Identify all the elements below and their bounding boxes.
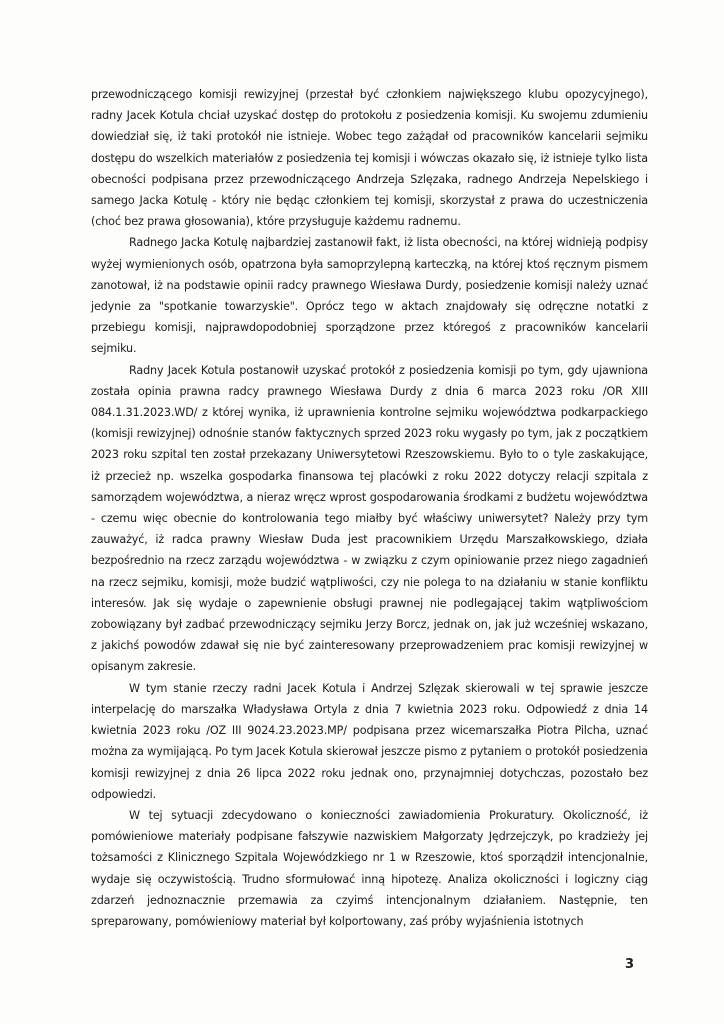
page-number: 3: [625, 957, 635, 972]
paragraph-4: W tym stanie rzeczy radni Jacek Kotula i Andrzej Szlęzak skierowali w tej sprawie jeszcze interpelację do marszałka Władysława Ortyla z dnia 7 kwietnia 2023 roku. Odpowiedź z dnia 14 kwietnia 2023 roku /OZ III 9024.23.2023.MP/ podpisana przez wicemarszałka Piotra Pilcha, uznać można za wymijającą. Po tym Jacek Kotula skierował jeszcze pismo z pytaniem o protokół posiedzenia komisji rewizyjnej z dnia 26 lipca 2022 roku jednak ono, przynajmniej dotychczas, pozostało bez odpowiedzi.: [91, 681, 648, 801]
paragraph-5: W tej sytuacji zdecydowano o konieczności zawiadomienia Prokuratury. Okoliczność, iż pomówieniowe materiały podpisane fałszywie nazwiskiem Małgorzaty Jędrzejczyk, po kradzieży jej tożsamości z Klinicznego Szpitala Wojewódzkiego nr 1 w Rzeszowie, ktoś sporządził intencjonalnie, wydaje się oczywistością. Trudno sformułować inną hipotezę. Analiza okoliczności i logiczny ciąg zdarzeń jednoznacznie przemawia za czyimś intencjonalnym działaniem. Następnie, ten spreparowany, pomówieniowy materiał był kolportowany, zaś próby wyjaśnienia istotnych: [91, 808, 648, 928]
body-text: [91, 84, 648, 932]
paragraph-1: przewodniczącego komisji rewizyjnej (przestał być członkiem największego klubu opozycyjnego), radny Jacek Kotula chciał uzyskać dostęp do protokołu z posiedzenia komisji. Ku swojemu zdumieniu dowiedział się, iż taki protokół nie istnieje. Wobec tego zażądał od pracowników kancelarii sejmiku dostępu do wszelkich materiałów z posiedzenia tej komisji i wówczas okazało się, iż istnieje tylko lista obecności podpisana przez przewodniczącego Andrzeja Szlęzaka, radnego Andrzeja Nepelskiego i samego Jacka Kotulę - który nie będąc członkiem tej komisji, skorzystał z prawa do uczestniczenia (choć bez prawa głosowania), które przysługuje każdemu radnemu.: [91, 88, 648, 229]
paragraph-2: Radnego Jacka Kotulę najbardziej zastanowił fakt, iż lista obecności, na której widnieją podpisy wyżej wymienionych osób, opatrzona była samoprzylepną karteczką, na której ktoś ręcznym pismem zanotował, iż na podstawie opinii radcy prawnego Wiesława Durdy, posiedzenie komisji należy uznać jedynie za "spotkanie towarzyskie". Oprócz tego w aktach znajdowały się odręczne notatki z przebiegu komisji, najprawdopodobniej sporządzone przez któregoś z pracowników kancelarii sejmiku.: [91, 236, 648, 356]
paragraph-3: Radny Jacek Kotula postanowił uzyskać protokół z posiedzenia komisji po tym, gdy ujawniona została opinia prawna radcy prawnego Wiesława Durdy z dnia 6 marca 2023 roku /OR XIII 084.1.31.2023.WD/ z której wynika, iż uprawnienia kontrolne sejmiku województwa podkarpackiego (komisji rewizyjnej) odnośnie stanów faktycznych sprzed 2023 roku wygasły po tym, jak z początkiem 2023 roku szpital ten został przekazany Uniwersytetowi Rzeszowskiemu. Było to o tyle zaskakujące, iż przecież np. wszelka gospodarka finansowa tej placówki z roku 2022 dotyczy relacji szpitala z samorządem województwa, a nieraz wręcz wprost gospodarowania środkami z budżetu województwa - czemu więc obecnie do kontrolowania tego miałby być właściwy uniwersytet? Należy przy tym zauważyć, iż radca prawny Wiesław Duda jest pracownikiem Urzędu Marszałkowskiego, działa bezpośrednio na rzecz zarządu województwa - w związku z czym opiniowanie przez niego zagadnień na rzecz sejmiku, komisji, może budzić wątpliwości, czy nie polega to na działaniu w stanie konfliktu interesów. Jak się wydaje o zapewnienie obsługi prawnej nie podlegającej takim wątpliwościom zobowiązany był zadbać przewodniczący sejmiku Jerzy Borcz, jednak on, jak już wcześniej wskazano, z jakichś powodów zdawał się nie być zainteresowany przeprowadzeniem prac komisji rewizyjnej w opisanym zakresie.: [91, 363, 648, 674]
